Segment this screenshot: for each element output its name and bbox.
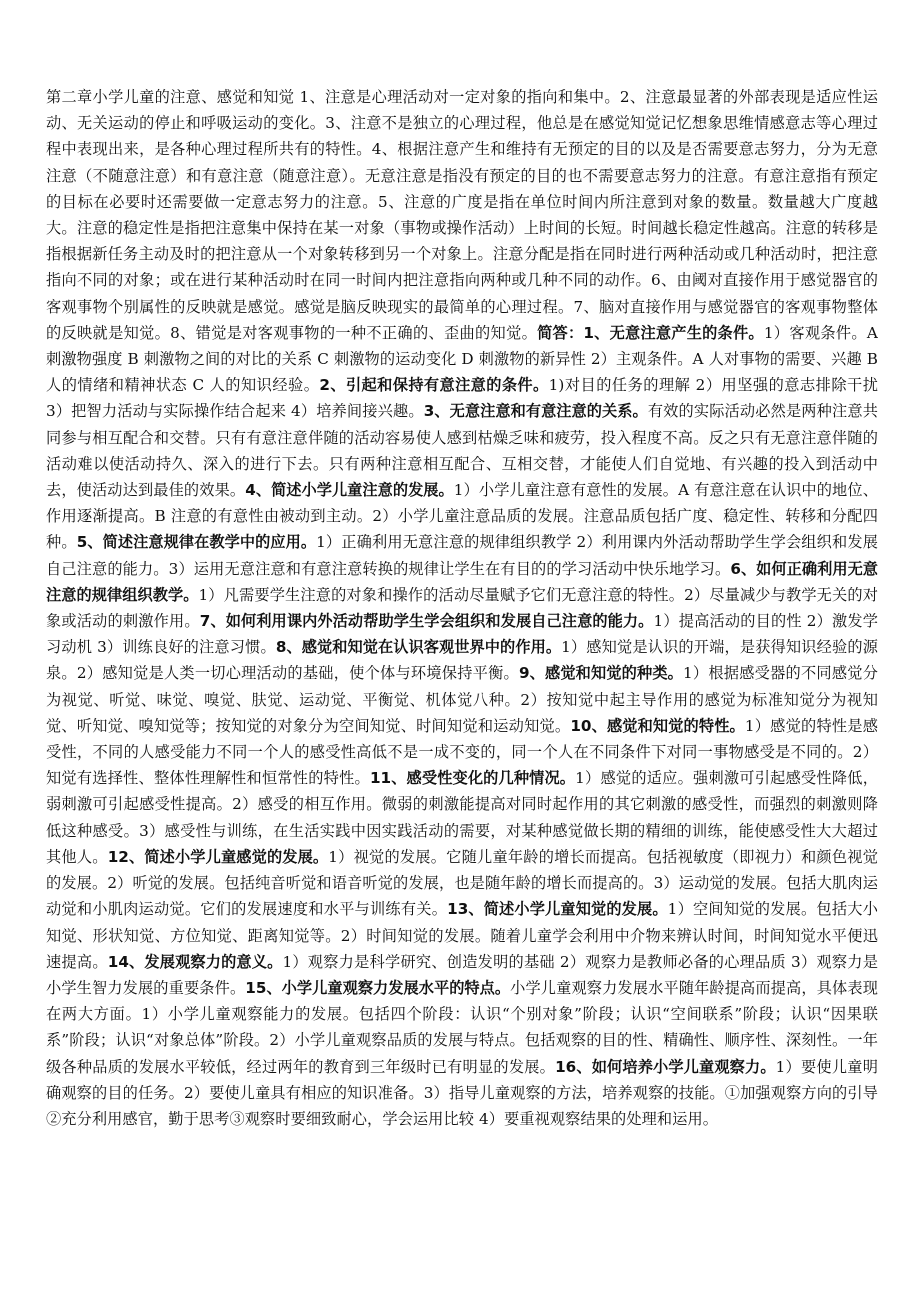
text-run: 1）空间知觉的发展。包括大小知觉、形状知觉、方位知觉、距离知觉等。2）时间知觉的发展。随着儿童学会利用中介物来辨认时间，时间知觉水平便迅速提高。 xyxy=(46,900,878,971)
bold-heading-run: 9、感觉和知觉的种类。 xyxy=(518,664,684,683)
text-run: 第二章小学儿童的注意、感觉和知觉 1、注意是心理活动对一定对象的指向和集中。2、注意最显著的外部表现是适应性运动、无关运动的停止和呼吸运动的变化。3、注意不是独立的心理过程，他总是在感觉知觉记忆想象思维情感意志等心理过程中表现出来，是各种心理过程所共有的特性。4、根据注意产生和维持有无预定的目的以及是否需要意志努力，分为无意注意（不随意注意）和有意注意（随意注意）。无意注意是指没有预定的目的也不需要意志努力的注意。有意注意指有预定的目标在必要时还需要做一定意志努力的注意。5、注意的广度是指在单位时间内所注意到对象的数量。数量越大广度越大。注意的稳定性是指把注意集中保持在某一对象（事物或操作活动）上时间的长短。时间越长稳定性越高。注意的转移是指根据新任务主动及时的把注意从一个对象转移到另一个对象上。注意分配是指在同时进行两种活动或几种活动时，把注意指向不同的对象；或在进行某种活动时在同一时间内把注意指向两种或几种不同的动作。6、由阈对直接作用于感觉器官的客观事物个别属性的反映就是感觉。感觉是脑反映现实的最简单的心理过程。7、脑对直接作用与感觉器官的客观事物整体的反映就是知觉。8、错觉是对客观事物的一种不正确的、歪曲的知觉。 xyxy=(46,88,878,342)
text-run: 小学儿童观察力发展水平随年龄提高而提高，具体表现在两大方面。1）小学儿童观察能力的发展。包括四个阶段：认识“个别对象”阶段；认识“空间联系”阶段；认识“因果联系”阶段；认识“对象总体”阶段。2）小学儿童观察品质的发展与特点。包括观察的目的性、精确性、顺序性、深刻性。一年级各种品质的发展水平较低，经过两年的教育到三年级时已有明显的发展。 xyxy=(46,978,878,1076)
text-run: 1）根据感受器的不同感觉分为视觉、听觉、味觉、嗅觉、肤觉、运动觉、平衡觉、机体觉八种。2）按知觉中起主导作用的感觉为标准知觉分为视知觉、听知觉、嗅知觉等；按知觉的对象分为空间知觉、时间知觉和运动知觉。 xyxy=(46,664,878,735)
bold-heading-run: 15、小学儿童观察力发展水平的特点。 xyxy=(245,978,511,997)
text-run: 1）感知觉是认识的开端，是获得知识经验的源泉。2）感知觉是人类一切心理活动的基础，使个体与环境保持平衡。 xyxy=(46,638,878,683)
bold-heading-run: 6、如何正确利用无意注意的规律组织教学。 xyxy=(46,559,878,604)
bold-heading-run: 14、发展观察力的意义。 xyxy=(107,952,283,971)
text-run: 1）小学儿童注意有意性的发展。A 有意注意在认识中的地位、作用逐渐提高。B 注意的有意性由被动到主动。2）小学儿童注意品质的发展。注意品质包括广度、稳定性、转移和分配四种。 xyxy=(46,481,878,552)
document-paragraph xyxy=(46,84,878,1132)
bold-heading-run: 简答：1、无意注意产生的条件。 xyxy=(537,323,764,342)
bold-heading-run: 3、无意注意和有意注意的关系。 xyxy=(423,402,648,421)
text-run: 1）感觉的适应。强刺激可引起感受性降低，弱刺激可引起感受性提高。2）感受的相互作用。微弱的刺激能提高对同时起作用的其它刺激的感受性，而强烈的刺激则降低这种感受。3）感受性与训练，在生活实践中因实践活动的需要，对某种感觉做长期的精细的训练，能使感受性大大超过其他人。 xyxy=(46,769,878,866)
bold-heading-run: 8、感觉和知觉在认识客观世界中的作用。 xyxy=(275,638,562,657)
bold-heading-run: 12、简述小学儿童感觉的发展。 xyxy=(107,847,329,866)
bold-heading-run: 16、如何培养小学儿童观察力。 xyxy=(555,1057,776,1076)
bold-heading-run: 13、简述小学儿童知觉的发展。 xyxy=(447,900,668,919)
text-run: 1）提高活动的目的性 2）激发学习动机 3）训练良好的注意习惯。 xyxy=(46,612,878,657)
bold-heading-run: 4、简述小学儿童注意的发展。 xyxy=(245,481,454,500)
bold-heading-run: 7、如何利用课内外活动帮助学生学会组织和发展自己注意的能力。 xyxy=(199,612,654,631)
text-run: 1）视觉的发展。它随儿童年龄的增长而提高。包括视敏度（即视力）和颜色视觉的发展。2）听觉的发展。包括纯音听觉和语音听觉的发展，也是随年龄的增长而提高的。3）运动觉的发展。包括大肌肉运动觉和小肌肉运动觉。它们的发展速度和水平与训练有关。 xyxy=(46,847,879,919)
text-run: 1）正确利用无意注意的规律组织教学 2）利用课内外活动帮助学生学会组织和发展自己注意的能力。3）运用无意注意和有意注意转换的规律让学生在有目的的学习活动中快乐地学习。 xyxy=(46,533,878,578)
bold-heading-run: 2、引起和保持有意注意的条件。 xyxy=(319,376,549,395)
text-run: 1）客观条件。A 刺激物强度 B 刺激物之间的对比的关系 C 刺激物的运动变化 D 刺激物的新异性 2）主观条件。A 人对事物的需要、兴趣 B 人的情绪和精神状态 C 人的知识经验。 xyxy=(46,323,878,395)
document-body xyxy=(46,84,878,1132)
text-run: 1）要使儿童明确观察的目的任务。2）要使儿童具有相应的知识准备。3）指导儿童观察的方法，培养观察的技能。①加强观察方向的引导②充分利用感官，勤于思考③观察时要细致耐心，学会运用比较 4）要重视观察结果的处理和运用。 xyxy=(46,1057,878,1128)
text-run: 1)对目的任务的理解 2）用坚强的意志排除干扰 3）把智力活动与实际操作结合起来 4）培养间接兴趣。 xyxy=(46,376,878,421)
text-run: 1）观察力是科学研究、创造发明的基础 2）观察力是教师必备的心理品质 3）观察力是小学生智力发展的重要条件。 xyxy=(46,952,879,997)
bold-heading-run: 11、感受性变化的几种情况。 xyxy=(369,769,576,788)
text-run: 1）凡需要学生注意的对象和操作的活动尽量赋予它们无意注意的特性。2）尽量减少与教学无关的对象或活动的刺激作用。 xyxy=(46,585,879,631)
text-run: 有效的实际活动必然是两种注意共同参与相互配合和交替。只有有意注意伴随的活动容易使人感到枯燥乏味和疲劳，投入程度不高。反之只有无意注意伴随的活动难以使活动持久、深入的进行下去。只有两种注意相互配合、互相交替，才能使人们自觉地、有兴趣的投入到活动中去，使活动达到最佳的效果。 xyxy=(46,402,878,500)
text-run: 1）感觉的特性是感受性，不同的人感受能力不同一个人的感受性高低不是一成不变的，同一个人在不同条件下对同一事物感受是不同的。2）知觉有选择性、整体性理解性和恒常性的特性。 xyxy=(46,716,878,788)
bold-heading-run: 10、感觉和知觉的特性。 xyxy=(570,716,745,735)
bold-heading-run: 5、简述注意规律在教学中的应用。 xyxy=(76,533,317,552)
